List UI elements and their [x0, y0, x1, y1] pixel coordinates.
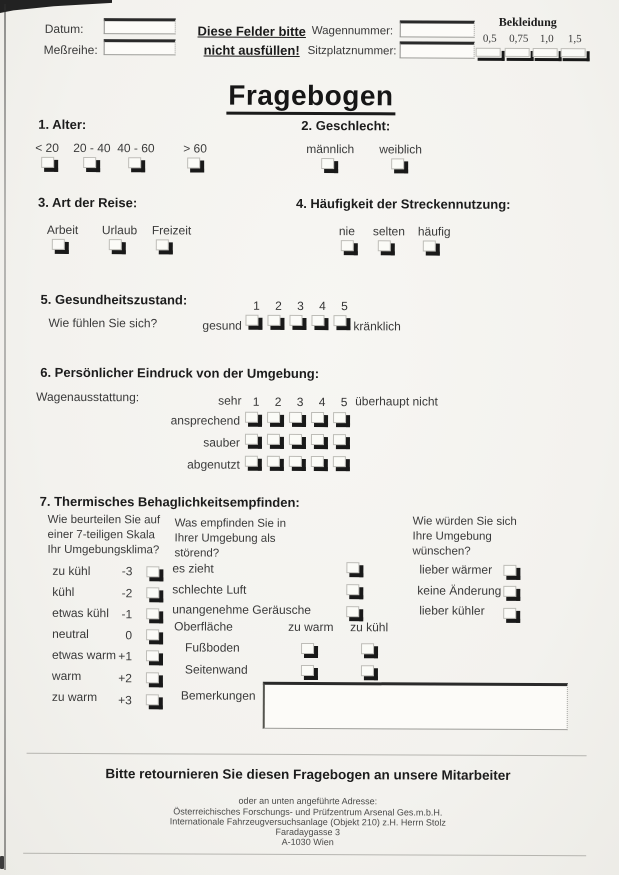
q7-climate-question: Wie beurteilen Sie auf einer 7-teiligen Skala Ihr Umgebungsklima? — [47, 513, 161, 557]
notice-line-2: nicht ausfüllen! — [203, 42, 300, 58]
q6-row1-checkbox-3[interactable] — [289, 412, 306, 428]
q4-checkbox-2[interactable] — [378, 240, 395, 256]
q7-climate-label-5: etwas warm — [51, 647, 117, 663]
q6-row3-checkbox-1[interactable] — [245, 456, 262, 472]
q6-scale-numbers — [245, 395, 355, 409]
bekleidung-checkbox-4[interactable] — [561, 48, 591, 62]
q6-row3-checkbox-5[interactable] — [333, 456, 350, 472]
q2-checkbox-2[interactable] — [391, 158, 408, 174]
footer-divider-bottom — [23, 853, 586, 856]
q4-checkbox-1[interactable] — [341, 240, 358, 256]
q6-scale-1: 1 — [252, 394, 260, 409]
messreihe-label: Meßreihe: — [43, 42, 98, 58]
q7-wishes-question: Wie würden Sie sich Ihre Umgebung wünschen? — [412, 515, 517, 558]
bekleidung-value-1: 0,5 — [482, 32, 497, 45]
bekleidung-value-2: 0,75 — [509, 32, 529, 45]
q5-scale-3: 3 — [297, 298, 304, 313]
q2-option-label-2: weiblich — [379, 142, 422, 157]
q6-row2-checkbox-1[interactable] — [245, 434, 262, 450]
footer-address-intro: oder an unten angeführte Adresse: — [238, 795, 378, 807]
form-title-wrap — [1, 79, 619, 114]
q7-climate-value-4: 0 — [125, 628, 133, 643]
bekleidung-label: Bekleidung — [498, 14, 557, 30]
q7-climate-value-6: +2 — [118, 671, 132, 686]
q6-row3-checkbox-2[interactable] — [267, 456, 284, 472]
footer-address-line-2: Internationale Fahrzeugversuchsanlage (Objekt 210) z.H. Herrn Stolz — [169, 816, 446, 828]
q6-title: 6. Persönlicher Eindruck von der Umgebung: — [40, 364, 320, 382]
q6-row2-checkbox-2[interactable] — [267, 434, 284, 450]
q5-scale-2: 2 — [275, 298, 282, 313]
q5-scale-1: 1 — [253, 298, 260, 313]
q5-checkbox-row — [245, 315, 355, 331]
q1-checkbox-2[interactable] — [83, 157, 100, 173]
q7-surface-row2-kuehl-checkbox[interactable] — [361, 665, 378, 681]
q6-row1-checkboxes — [245, 412, 355, 428]
bekleidung-checkbox-2[interactable] — [505, 48, 535, 62]
q1-option-label-3: 40 - 60 — [117, 141, 155, 156]
q6-scale-4: 4 — [318, 395, 326, 410]
q6-row-label-1: ansprechend — [170, 413, 241, 428]
q7-surface-row-1: Fußboden — [185, 640, 240, 655]
q7-disturbance-checkbox-2[interactable] — [346, 584, 363, 600]
q2-title: 2. Geschlecht: — [301, 117, 391, 134]
bekleidung-value-4: 1,5 — [567, 33, 582, 46]
q7-surface-label: Oberfläche — [174, 619, 233, 634]
messreihe-input[interactable] — [104, 39, 176, 55]
q7-wish-label-3: lieber kühler — [419, 603, 485, 618]
bekleidung-checkbox-3[interactable] — [533, 48, 563, 62]
q7-disturbance-checkbox-1[interactable] — [346, 562, 363, 578]
q6-left-anchor: sehr — [218, 393, 242, 408]
q6-row3-checkbox-3[interactable] — [289, 456, 306, 472]
q7-climate-label-7: zu warm — [51, 689, 98, 705]
q6-row-label-2: sauber — [203, 435, 240, 450]
q7-climate-value-5: +1 — [118, 649, 133, 664]
q6-right-anchor: überhaupt nicht — [355, 394, 438, 409]
wagennummer-label: Wagennummer: — [311, 25, 394, 38]
q5-checkbox-4[interactable] — [311, 315, 328, 331]
q7-surface-col-1: zu warm — [288, 619, 334, 635]
q7-surface-row2-warm-checkbox[interactable] — [301, 665, 318, 681]
footer-divider-top — [27, 753, 587, 756]
q6-context-label: Wagenausstattung: — [36, 389, 140, 405]
q1-option-label-1: < 20 — [35, 140, 59, 155]
q5-checkbox-1[interactable] — [245, 315, 262, 331]
q6-row1-checkbox-2[interactable] — [267, 412, 284, 428]
q6-row3-checkboxes — [245, 456, 355, 472]
q6-row2-checkbox-3[interactable] — [289, 434, 306, 450]
q3-checkbox-1[interactable] — [52, 239, 69, 255]
q7-climate-value-1: -3 — [121, 564, 133, 579]
remarks-label: Bemerkungen — [180, 688, 256, 703]
q7-climate-checkbox-2[interactable] — [146, 587, 163, 603]
q5-checkbox-3[interactable] — [289, 315, 306, 331]
q6-row2-checkbox-5[interactable] — [333, 434, 350, 450]
footer-address-line-1: Österreichisches Forschungs- und Prüfzentrum Arsenal Ges.m.b.H. — [173, 806, 443, 818]
q3-option-label-2: Urlaub — [101, 223, 138, 238]
q4-checkbox-3[interactable] — [423, 240, 440, 256]
sitzplatznummer-label: Sitzplatznummer: — [307, 44, 397, 58]
q4-title: 4. Häufigkeit der Streckennutzung: — [295, 195, 511, 212]
sitzplatznummer-input[interactable] — [400, 41, 475, 58]
q7-climate-checkbox-1[interactable] — [146, 566, 163, 582]
q4-option-label-1: nie — [338, 224, 355, 239]
q2-option-label-1: männlich — [306, 141, 355, 157]
wagennummer-input[interactable] — [400, 20, 475, 37]
q6-scale-3: 3 — [296, 394, 304, 409]
q6-row2-checkboxes — [245, 434, 355, 450]
q3-option-label-3: Freizeit — [151, 223, 192, 238]
q7-wish-label-2: keine Änderung — [417, 583, 502, 598]
q7-disturbance-question: Was empfinden Sie in Ihrer Umgebung als störend? — [174, 517, 287, 560]
q7-climate-label-6: warm — [51, 668, 82, 684]
q6-scale-2: 2 — [274, 394, 282, 409]
q7-climate-value-7: +3 — [118, 693, 132, 708]
notice-line-1: Diese Felder bitte — [197, 23, 306, 39]
footer-address-line-3: Faradaygasse 3 — [275, 826, 341, 838]
q4-option-label-2: selten — [372, 224, 405, 239]
q2-checkbox-1[interactable] — [321, 158, 338, 174]
q7-wish-label-1: lieber wärmer — [419, 562, 493, 577]
q6-scale-5: 5 — [340, 395, 348, 410]
footer-return-line: Bitte retournieren Sie diesen Fragebogen an unsere Mitarbeiter — [105, 766, 511, 783]
bekleidung-checkbox-1[interactable] — [476, 48, 506, 62]
q3-checkbox-3[interactable] — [156, 239, 173, 255]
q7-climate-value-2: -2 — [121, 586, 133, 601]
q5-checkbox-2[interactable] — [267, 315, 284, 331]
q7-surface-row1-kuehl-checkbox[interactable] — [361, 643, 378, 659]
datum-input[interactable] — [104, 18, 176, 34]
q7-disturbance-label-1: es zieht — [172, 561, 214, 576]
q1-option-label-2: 20 - 40 — [73, 140, 111, 156]
q5-scale-numbers — [246, 299, 356, 313]
q7-surface-col-2: zu kühl — [350, 620, 389, 635]
q5-scale-4: 4 — [319, 299, 326, 314]
q5-checkbox-5[interactable] — [333, 315, 350, 331]
q6-row1-checkbox-1[interactable] — [245, 412, 262, 428]
q4-option-label-3: häufig — [417, 224, 451, 239]
q7-climate-checkbox-3[interactable] — [146, 608, 163, 624]
q7-title: 7. Thermisches Behaglichkeitsempfinden: — [39, 493, 300, 510]
q7-climate-checkbox-4[interactable] — [146, 629, 163, 645]
q1-option-label-4: > 60 — [183, 141, 207, 156]
form-title: Fragebogen — [226, 80, 395, 116]
q1-checkbox-1[interactable] — [41, 157, 58, 173]
q7-wish-checkbox-3[interactable] — [503, 608, 520, 624]
q6-row1-checkbox-4[interactable] — [311, 412, 328, 428]
q7-climate-label-4: neutral — [52, 626, 89, 642]
q3-title: 3. Art der Reise: — [37, 194, 138, 211]
q5-question: Wie fühlen Sie sich? — [48, 315, 158, 331]
q7-surface-row-2: Seitenwand — [184, 662, 248, 677]
q7-climate-value-3: -1 — [121, 607, 133, 622]
q1-checkbox-4[interactable] — [187, 157, 204, 173]
q3-checkbox-2[interactable] — [109, 239, 126, 255]
bekleidung-value-3: 1,0 — [539, 32, 554, 46]
q5-title: 5. Gesundheitszustand: — [40, 291, 188, 308]
q6-row1-checkbox-5[interactable] — [333, 412, 350, 428]
q7-climate-label-3: etwas kühl — [52, 605, 109, 621]
q1-title: 1. Alter: — [38, 116, 87, 133]
q7-climate-checkbox-7[interactable] — [146, 694, 163, 710]
q3-option-label-1: Arbeit — [46, 222, 79, 237]
q5-scale-5: 5 — [341, 299, 348, 314]
q5-right-anchor: kränklich — [353, 319, 401, 334]
q7-climate-checkbox-6[interactable] — [146, 672, 163, 688]
q7-disturbance-label-3: unangenehme Geräusche — [172, 602, 312, 618]
q7-climate-checkbox-5[interactable] — [146, 650, 163, 666]
q7-surface-row1-warm-checkbox[interactable] — [301, 643, 318, 659]
q5-left-anchor: gesund — [202, 318, 242, 333]
q7-wish-checkbox-1[interactable] — [503, 565, 520, 581]
q6-row3-checkbox-4[interactable] — [311, 456, 328, 472]
q6-row2-checkbox-4[interactable] — [311, 434, 328, 450]
footer-address-line-4: A-1030 Wien — [281, 836, 334, 848]
q7-wish-checkbox-2[interactable] — [503, 586, 520, 602]
q6-row-label-3: abgenutzt — [187, 457, 240, 472]
remarks-textarea[interactable] — [263, 682, 568, 730]
datum-label: Datum: — [44, 21, 84, 37]
do-not-fill-notice — [190, 21, 314, 60]
q7-disturbance-label-2: schlechte Luft — [172, 582, 247, 597]
q7-climate-label-1: zu kühl — [52, 563, 91, 579]
q1-checkbox-3[interactable] — [128, 157, 145, 173]
q7-climate-label-2: kühl — [52, 584, 75, 599]
